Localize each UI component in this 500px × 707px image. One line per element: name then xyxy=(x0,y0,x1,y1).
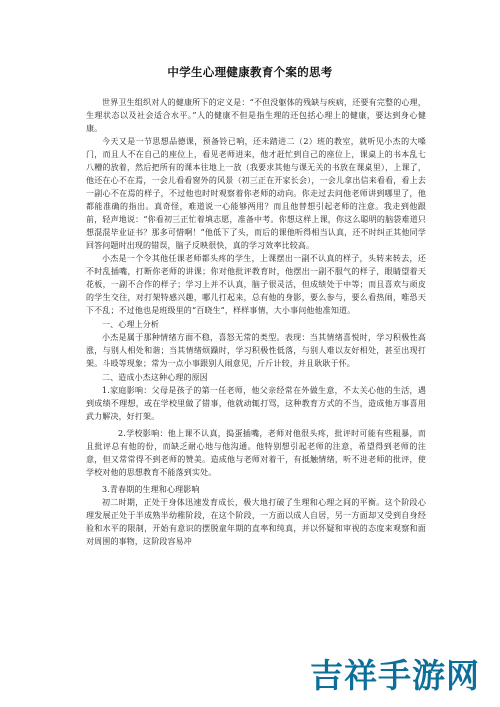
paragraph-student-profile: 小杰是一个令其他任课老师都头疼的学生，上课摆出一副不认真的样子，头转来转去，还不时乱插嘴，打断你老师的讲课；你对他批评教育时，他摆出一副不服气的样子，眼睛望着天花板，一副不合作的样子；学习上并不认真，脑子很灵活，但成绩处于中等；而且喜欢与顽皮的学生交往，对打架特感兴趣，哪儿打起来，总有他的身影，要么参与，要么看热闹，唯恐天下不乱；不过他也是班级里的“百晓生”，样样事情，大小事问他他准知道。 xyxy=(86,254,426,315)
paragraph-family-influence: 1.家庭影响：父母是孩子的第一任老师，他父亲经常在外做生意，不太关心他的生活，遇到成绩不理想，或在学校里做了错事，他就动辄打骂，这种教育方式的不当，造成他万事喜用武力解决，好打架。 xyxy=(86,386,426,421)
paragraph-adolescence-influence: 初二时期，正处于身体迅速发育成长，极大地打破了生理和心理之间的平衡。这个阶段心理发展正处于半成熟半幼稚阶段，在这个阶段，一方面以成人自居，另一方面却又受到自身经验和水平的限制，开始有意识的摆脱童年期的直率和纯真，并以怀疑和审视的态度来观察和面对周围的事物，这阶段容易冲 xyxy=(86,498,426,546)
subheading-adolescence: 3.青春期的生理和心理影响 xyxy=(102,485,200,494)
section-heading-causes: 二、造成小杰这种心理的原因 xyxy=(102,373,208,382)
document-title: 中学生心理健康教育个案的思考 xyxy=(167,65,333,79)
watermark-logo-text: 吉祥手游网 xyxy=(310,655,480,695)
site-watermark xyxy=(300,649,490,701)
paragraph-classroom-scene: 今天又是一节思想品德课，预备铃已响，还未踏进二（2）班的教室，就听见小杰的大嗓门，而且人不在自己的座位上，看见老师进来，他才赶忙到自己的座位上，课桌上的书本乱七八糟的放着，然后把所有的课本往地上一放（我要求其他与课无关的书放在课桌里），上课了，他还在心不在焉，一会儿看看窗外的风景（初三正在开家长会），一会儿拿出信来看看，看上去一副心不在焉的样子，不过他也时时观察着你老师的动向。你走过去问他老师讲到哪里了，他都能准确的指出。真奇怪，难道说一心能够两用？而且他替想引起老师的注意。我走到他跟前，轻声地说：“你看初三正忙着填志愿，准备中考。你想这样上课，你这么聪明的脑袋难道只想混混毕业证书？那多可惜啊！”他低下了头，而后的课他听得相当认真，还不时纠正其他同学回答问题时出现的错误，脑子反映很快，真的学习效率比较高。 xyxy=(86,137,426,250)
paragraph-psychological-analysis: 小杰是属于那种情绪方面不稳，喜怒无常的类型。表现：当其情绪喜悦时，学习积极性高涨，与别人相处和谐；当其情绪烦躁时，学习积极性低落，与别人难以友好相处，甚至出现打架。斗殴等现象；常为一点小事跟别人闹意见，斤斤计较，并且耿耿于怀。 xyxy=(86,333,426,368)
paragraph-school-influence: 2.学校影响：他上课不认真，捣蛋插嘴，老师对他很头疼，批评时可能有些粗暴，而且批评总有他的份，而缺乏耐心地与他沟通。他特别想引起老师的注意，希望得到老师的注意，但又常常得不到老师的赞美。造成他与老师对着干，有抵触情绪，听不进老师的批评，使学校对他的思想教育不能落到实处。 xyxy=(86,429,426,477)
document-body xyxy=(86,96,426,548)
section-heading-psychological-analysis: 一、心理上分析 xyxy=(102,320,160,329)
paragraph-intro: 世界卫生组织对人的健康所下的定义是：“不但没躯体的残缺与疾病，还要有完整的心理，生理状态以及社会适合水平。”人的健康不但是指生理的还包括心理上的健康，要达到身心健康。 xyxy=(86,98,426,133)
